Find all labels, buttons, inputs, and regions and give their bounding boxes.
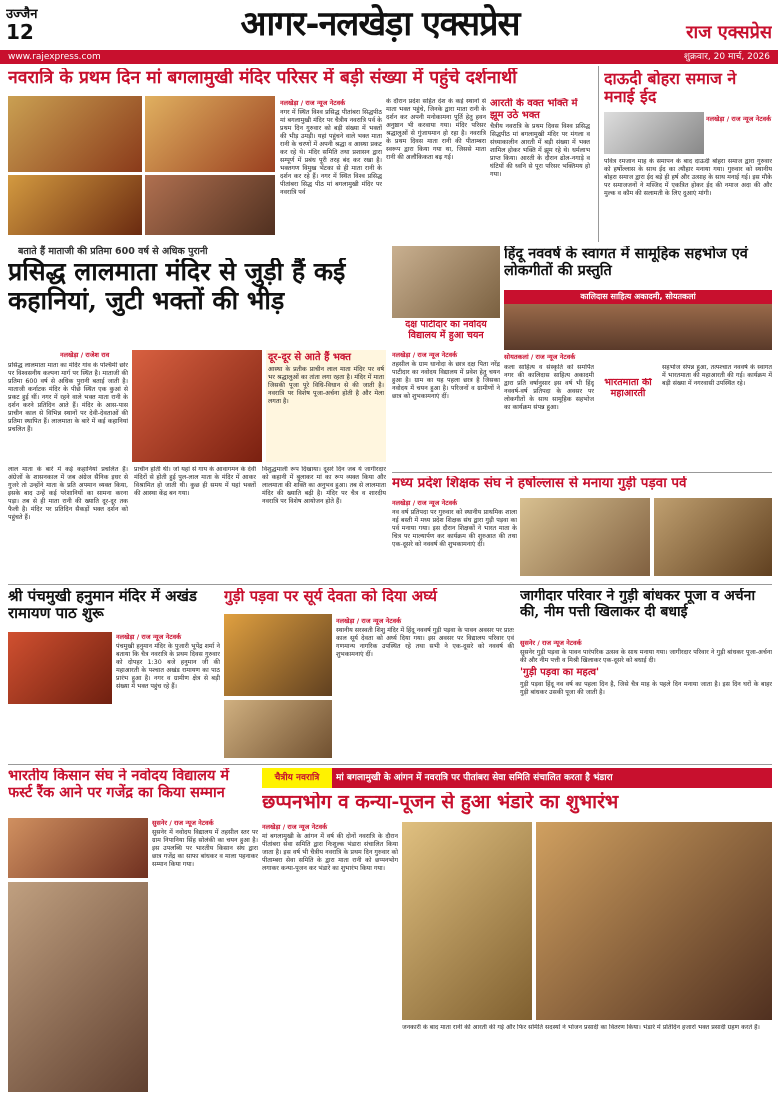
story6-headline: मध्य प्रदेश शिक्षक संघ ने हर्षोल्लास से मनाया गुड़ी पड़वा पर्व — [392, 476, 687, 491]
story7-col — [116, 632, 220, 760]
story8-photo-2 — [224, 700, 332, 758]
edition-city: उज्जैन — [6, 7, 38, 22]
story4-col — [392, 350, 500, 470]
story6-photo-2 — [654, 498, 772, 576]
story6-body: नव वर्ष प्रतिपदा पर गुरुवार को स्थानीय प्राथमिक शाला नई बस्ती में मध्य प्रदेश शिक्षक संघ द्वारा गुड़ी पड़वा का पर्व मनाया गया। इस दौरान शिक्षकों ने भारत माता के चित्र पर माल्यार्पण कर कार्यक्रम की शुरुआत की तथा एक-दूसरे को नववर्ष की शुभकामनाएं दीं। — [392, 509, 517, 548]
story1-col-3 — [490, 98, 590, 238]
story1-sub-body: चैत्रीय नवरात्रि के प्रथम दिवस विश्व प्रसिद्ध सिद्धपीठ मां बगलामुखी मंदिर पर मंगला व संध्याकालीन आरती में बड़ी संख्या में भक्त शामिल होकर भक्ति में झूम रहे थे। धर्मलाभ प्राप्त किया। आरती के दौरान ढोल-नगाड़े व घंटियों की ध्वनि से पूरा परिसर भक्तिमय हो गया। — [490, 123, 590, 178]
story10-byline: सुसनेर / राज न्यूज नेटवर्क — [152, 819, 214, 827]
story11-body-2: जनकारी के बाद माता रानी की आरती की गई और फिर समिति सदस्यों ने भोजन प्रसादी का वितरण किया। भंडारे में प्रतिदिन हजारों भक्त प्रसादी ग्रहण करते हैं। — [402, 1024, 760, 1031]
story1-byline: नलखेड़ा / राज न्यूज नेटवर्क — [280, 99, 346, 107]
story8-byline: नलखेड़ा / राज न्यूज नेटवर्क — [336, 617, 402, 625]
story9-sub-body: गुड़ी पड़वा हिंदू नव वर्ष का पहला दिन है, जिसे चैत्र माह के पहले दिन मनाया जाता है। इस दिन घरों के बाहर गुड़ी बांधकर उसकी पूजा की जाती है। — [520, 680, 772, 696]
story10-photo-1 — [8, 818, 148, 878]
story3-body-2: लाल माता के बारे में कई कहानियां प्रचलित हैं। अंग्रेजों के शासनकाल में जब अंग्रेज सैनिक इधर से गुजरे तो उन्होंने माता के प्रति अपमान व्यक्त किया, इसके बाद उन्हें कई परेशानियों का सामना करना पड़ा। तब से ही माता रानी की ख्याति दूर-दूर तक फैली है। मंदिर पर प्रतिदिन सैकड़ों भक्त दर्शन को पहुंचते हैं। — [8, 466, 128, 521]
story5-byline: सोयतकलां / राज न्यूज नेटवर्क — [504, 353, 576, 361]
story11-byline: नलखेड़ा / राज न्यूज नेटवर्क — [262, 823, 328, 831]
story10-col — [152, 818, 258, 1092]
story9-body: सुसनेर गुड़ी पड़वा के पावन पारंपरिक उत्सव के साथ मनाया गया। जागीरदार परिवार ने गुड़ी बांधकर पूजा-अर्चना की और नीम पत्ती व मिश्री खिलाकर एक-दूसरे को बधाई दी। — [520, 649, 772, 664]
story1-col-1 — [280, 98, 382, 238]
story4-body: तहसील के ग्राम धानोदा के छात्र दक्ष पिता नरेंद्र पाटीदार का नवोदय विद्यालय में प्रवेश हेतु चयन हुआ है। ग्राम का यह पहला छात्र है जिसका नवोदय में चयन हुआ है। परिजनों व ग्रामीणों ने छात्र को शुभकामनाएं दीं। — [392, 361, 500, 400]
story5-body-2: सहभोज संपन्न हुआ, तत्पश्चात नववर्ष के स्वागत में भारतमाता की महाआरती की गई। कार्यक्रम में बड़ी संख्या में नगरवासी उपस्थित रहे। — [662, 364, 772, 387]
brand-logo: राज एक्सप्रेस — [686, 22, 772, 43]
story8-headline: गुड़ी पड़वा पर सूर्य देवता को दिया अर्घ्य — [224, 588, 437, 605]
story9-headline: जागीदार परिवार ने गुड़ी बांधकर पूजा व अर्चना की, नीम पत्ती खिलाकर दी बधाई — [520, 588, 756, 621]
story10-headline: भारतीय किसान संघ ने नवोदय विद्यालय में फर्स्ट रैंक आने पर गजेंद्र का किया सम्मान — [8, 768, 230, 801]
story2-byline: नलखेड़ा / राज न्यूज नेटवर्क — [706, 115, 772, 123]
story11-kicker-bar — [262, 768, 772, 788]
story3-box — [266, 350, 386, 462]
story1-headline: नवरात्रि के प्रथम दिन मां बगलामुखी मंदिर परिसर में बड़ी संख्या में पहुंचे दर्शनार्थी — [8, 68, 517, 88]
section-rule — [392, 472, 772, 473]
story11-photo-1 — [402, 822, 532, 1020]
story11-kicker-tag: चैत्रीय नवरात्रि — [262, 768, 332, 788]
site-url[interactable]: www.rajexpress.com — [8, 52, 101, 62]
story5-photo — [504, 290, 772, 350]
story6-photo — [520, 498, 650, 576]
story4-caption: दक्ष पाटीदार का नवोदय विद्यालय में हुआ चयन — [405, 320, 487, 341]
story5-body-1: कला साहित्य व संस्कृति को समर्पित नगर की कालिदास साहित्य अकादमी द्वारा प्रति वर्षानुसार इस वर्ष भी हिंदू नववर्ष-वर्ष प्रतिपदा के अवसर पर लोकगीतों के साथ सामूहिक सहभोज का कार्यक्रम संपन्न हुआ। — [504, 364, 594, 411]
story2-headline: दाऊदी बोहरा समाज ने मनाई ईद — [604, 70, 737, 107]
story8-col — [336, 616, 514, 758]
story6-col — [392, 498, 517, 578]
story1-photo-1 — [8, 96, 142, 172]
story4-photo — [392, 246, 500, 318]
story7-byline: नलखेड़ा / राज न्यूज नेटवर्क — [116, 633, 182, 641]
issue-date: शुक्रवार, 20 मार्च, 2026 — [683, 52, 770, 62]
date-bar — [0, 50, 778, 64]
column-rule — [598, 66, 599, 242]
story9-col — [520, 638, 772, 758]
story10-photo-2 — [8, 882, 148, 1092]
story3-headline: प्रसिद्ध लालमाता मंदिर से जुड़ी हैं कई कहानियां, जुटी भक्तों की भीड़ — [8, 258, 346, 315]
story3-box-body: आस्था के प्रतीक प्राचीन लाल माता मंदिर पर वर्ष भर श्रद्धालुओं का तांता लगा रहता है। मंदिर में माता जिसकी पूजा पूरे विधि-विधान से की जाती है। नवरात्रि पर विशेष पूजा-अर्चना होती है और मेला लगता है। — [268, 365, 384, 405]
story7-headline: श्री पंचमुखी हनुमान मंदिर में अखंड रामायण पाठ शुरू — [8, 588, 197, 623]
story3-byline: नलखेड़ा / राजेश राव — [60, 351, 110, 359]
story3-box-head: दूर-दूर से आते हैं भक्त — [268, 352, 351, 363]
story3-body-3: विशुद्धमाली रूप दिखाया। दूसरे दिन जब ये जागीरदार को कहानी में बुलाकर मां का रूप व्यक्त किया और लालमाता की शक्ति का अनुभव हुआ। तब से लालमाता मंदिर की ख्याति बढ़ी है। मंदिर पर चैत्र व शारदीय नवरात्रि पर विशेष आयोजन होते हैं। — [262, 466, 386, 505]
page-number: 12 — [6, 20, 34, 44]
story11-headline: छप्पनभोग व कन्या-पूजन से हुआ भंडारे का शुभारंभ — [262, 792, 619, 813]
story1-body-1: नगर में स्थित विश्व प्रसिद्ध पीतांबरा सिद्धपीठ मां बगलामुखी मंदिर पर चैत्रीय नवरात्रि पर्व के प्रथम दिन गुरुवार को बड़ी संख्या में भक्तों की भीड़ उमड़ी। यहां पहुंचने वाले भक्त माता रानी के चरणों में अपनी श्रद्धा व आस्था प्रकट कर रहे थे। मंदिर समिति तथा प्रशासन द्वारा सम्पूर्ण में प्रबंध पूरी तरह बंद कर रखा है। भक्तगण विमुख भेंटका से ही माता रानी के दर्शन कर रहे हैं। नगर में स्थित विश्व प्रसिद्ध पीतांबरा सिद्ध पीठ मां बगलामुखी मंदिर पर नवरात्रि पर्व — [280, 109, 382, 196]
story1-body-2: के दौरान प्रदेश सहित देश के कई स्थानों से माता भक्त पहुंचे, जिनके द्वारा माता रानी के दर्शन कर अपनी मनोकामना पूर्ति हेतु हवन अनुष्ठान भी करवाया गया। मंदिर परिसर श्रद्धालुओं से गुंजायमान हो रहा है। नवरात्रि के प्रथम दिवस माता रानी की पीताम्बरा स्वरूप द्वारा किया गया था, जिससे माता रानी की अलौकिकता बढ़ गई। — [386, 98, 486, 161]
story3-kicker: बताते हैं माताजी की प्रतिमा 600 वर्ष से अधिक पुरानी — [18, 246, 208, 257]
story7-photo — [8, 632, 112, 704]
story5-headline: हिंदू नववर्ष के स्वागत में सामूहिक सहभोज एवं लोकगीतों की प्रस्तुति — [504, 246, 748, 279]
story11-kicker: मां बगलामुखी के आंगन में नवरात्रि पर पीतांबरा सेवा समिति संचालित करता है भंडारा — [336, 773, 613, 783]
story2-body: पवित्र रमजान माह के समापन के बाद दाऊदी बोहरा समाज द्वारा गुरुवार को हर्षोल्लास के साथ ईद का त्यौहार मनाया गया। गुरुवार को स्थानीय बोहरा समाज द्वारा ईद बड़े ही हर्ष और उत्साह के साथ मनाई गई। इस मौके पर समाजजनों ने मस्जिद में एकत्रित होकर ईद की नमाज अदा की और मुल्क व कौम की सलामती के लिए दुआएं मांगी। — [604, 158, 772, 197]
story7-body: पंचमुखी हनुमान मंदिर के पुजारी भूपेंद्र शर्मा ने बताया कि चैत्र नवरात्रि के प्रथम दिवस गुरुवार को दोपहर 1:30 बजे हनुमान जी की महाआरती के पश्चात अखंड रामायण का पाठ प्रारंभ हुआ है। नगर व ग्रामीण क्षेत्र से बड़ी संख्या में भक्त पहुंच रहे हैं। — [116, 643, 220, 690]
section-rule-3 — [8, 764, 772, 765]
story10-body: सुसनेर में नवोदय विद्यालय में तहसील स्तर पर ग्राम निपानिया सिंह सोलंकी का चयन हुआ है। इस उपलब्धि पर भारतीय किसान संघ द्वारा छात्र गजेंद्र का साफा बांधकर व माला पहनाकर सम्मान किया गया। — [152, 829, 258, 868]
story1-photo-4 — [145, 175, 275, 235]
story1-photo-2 — [145, 96, 275, 172]
edition-title: आगर-नलखेड़ा एक्सप्रेस — [240, 4, 520, 44]
story8-body: स्थानीय सरस्वती शिशु मंदिर में हिंदू नववर्ष गुड़ी पड़वा के पावन अवसर पर प्रातः काल सूर्य देवता को अर्घ्य दिया गया। इस अवसर पर विद्यालय परिवार एवं गणमान्य नागरिक उपस्थित रहे तथा सभी ने एक-दूसरे को नववर्ष की शुभकामनाएं दीं। — [336, 627, 514, 658]
story11-photo-2 — [536, 822, 772, 1020]
story9-subhead: 'गुड़ी पड़वा का महत्व' — [520, 667, 600, 678]
story5-banner: कालिदास साहित्य अकादमी, सोयतकलां — [580, 292, 696, 301]
story6-byline: नलखेड़ा / राज न्यूज नेटवर्क — [392, 499, 458, 507]
story4-byline: नलखेड़ा / राज न्यूज नेटवर्क — [392, 351, 458, 359]
story8-photo-1 — [224, 614, 332, 696]
section-rule-2 — [8, 584, 772, 585]
story1-subhead: आरती के वक्त भक्ति में झूम उठे भक्त — [490, 98, 578, 121]
story9-byline: सुसनेर / राज न्यूज नेटवर्क — [520, 639, 582, 647]
page-header-left — [6, 4, 66, 48]
story1-photo-3 — [8, 175, 142, 235]
story3-photo — [132, 350, 262, 462]
story5-side-caption: भारतमाता की महाआरती — [604, 378, 652, 399]
story11-col — [262, 822, 398, 1092]
story3-body-1: प्रसिद्ध लालमाता माता का मंदिर गांव के पश्चिमी छोर पर विश्वसनीय कल्पना मार्ग पर स्थित है। माताजी की प्रतिमा 600 वर्ष से अधिक पुरानी बताई जाती है। माताजी कर्नाटक मंदिर के पीछे स्थित एक कुआं से प्रकट हुई थीं। नगर में रहने वाले भक्त माता रानी के दर्शन करने प्रतिदिन आते हैं। मंदिर के आस-पास प्राचीन काल से विभिन्न स्थानों पर देवी-देवताओं की प्रतिमा स्थापित हैं। लालमाता के बारे में कई कहानियां प्रचलित हैं। — [8, 362, 128, 433]
story3-body-4: प्राचीन होती थी। जो यहां से गाय के आवागमन के देवी मंदिरों से होती हुई पुल-लाल माता के मंदिर में आकर विश्रामित हो जाती थी। कुछ ही समय में यहां भक्तों की आस्था केंद्र बन गया। — [134, 466, 256, 497]
story11-body-1: मां बगलामुखी के आंगन में वर्ष की दोनों नवरात्रि के दौरान पीतांबरा सेवा समिति द्वारा निःशुल्क भंडारा संचालित किया जाता है। इस वर्ष भी चैत्रीय नवरात्रि के प्रथम दिन गुरुवार को पीताम्बरा सेवा समिति के द्वारा माता रानी को छप्पनभोग लगाकर कन्या-पूजन कर भंडारे का शुभारंभ किया गया। — [262, 833, 398, 872]
story2-photo — [604, 112, 704, 154]
